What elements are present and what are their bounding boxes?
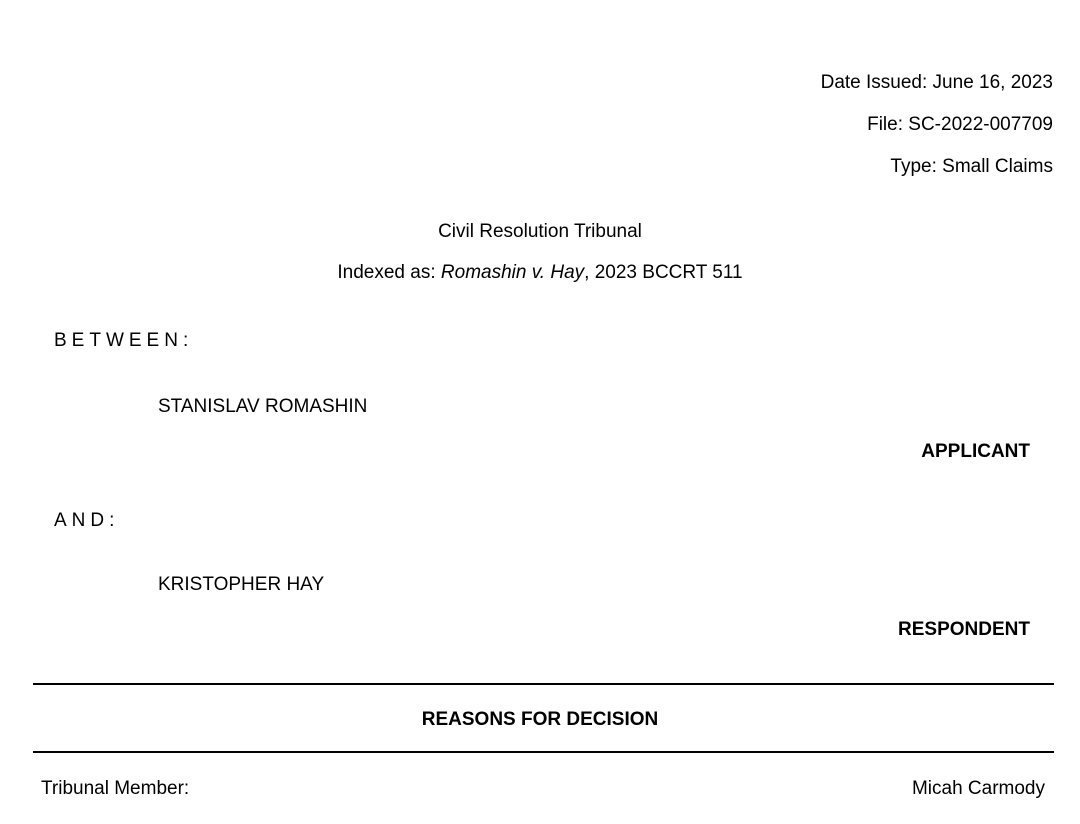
applicant-role: APPLICANT <box>921 441 1030 462</box>
file-number: File: SC-2022-007709 <box>867 114 1053 135</box>
member-label: Tribunal Member: <box>41 778 190 799</box>
decision-heading: REASONS FOR DECISION <box>421 709 659 730</box>
and-label: AND: <box>54 510 120 531</box>
indexed-as <box>0 263 1080 282</box>
bottom-divider <box>33 751 1054 753</box>
between-label: BETWEEN: <box>54 330 194 351</box>
top-divider <box>33 683 1054 685</box>
respondent-role: RESPONDENT <box>898 619 1030 640</box>
claim-type: Type: Small Claims <box>890 156 1053 177</box>
member-name: Micah Carmody <box>911 778 1045 799</box>
case-citation: , 2023 BCCRT 511 <box>584 262 743 283</box>
applicant-name: STANISLAV ROMASHIN <box>158 396 368 417</box>
tribunal-name: Civil Resolution Tribunal <box>438 221 642 242</box>
indexed-prefix: Indexed as: <box>337 262 441 283</box>
respondent-name: KRISTOPHER HAY <box>158 574 325 595</box>
date-issued: Date Issued: June 16, 2023 <box>820 72 1053 93</box>
case-name: Romashin v. Hay <box>440 262 585 283</box>
